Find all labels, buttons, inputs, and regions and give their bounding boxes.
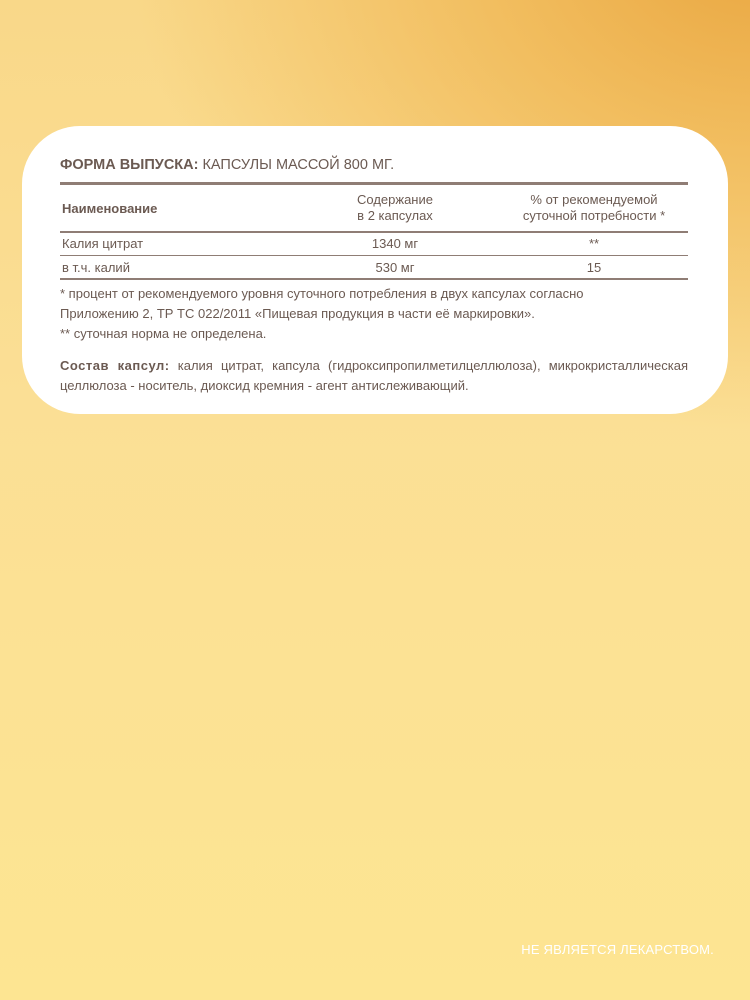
release-form-heading: [60, 154, 688, 176]
row-content: 530 мг: [375, 259, 415, 275]
heading-label: ФОРМА ВЫПУСКА:: [60, 157, 199, 173]
footnotes: [60, 284, 688, 344]
header-content-line1: Содержание: [357, 192, 433, 207]
header-content: [330, 192, 460, 224]
header-percent-line1: % от рекомендуемой: [530, 192, 658, 207]
header-name: Наименование: [62, 200, 158, 216]
header-content-line2: в 2 капсулах: [357, 208, 433, 223]
row-percent: 15: [586, 259, 602, 275]
footnote-1-line2: Приложению 2, ТР ТС 022/2011 «Пищевая продукция в части её маркировки».: [60, 306, 535, 321]
footnote-1-line1: * процент от рекомендуемого уровня суточного потребления в двух капсулах согласно: [60, 286, 584, 301]
table-row: [60, 256, 688, 278]
row-name: в т.ч. калий: [62, 259, 130, 275]
info-card: [22, 126, 728, 414]
info-content: [60, 154, 688, 396]
table-bottom-rule: [60, 278, 688, 280]
composition-text: калия цитрат, капсула (гидроксипропилметилцеллюлоза), микрокристаллическая целлюлоза - носитель, диоксид кремния - агент антислеживающий.: [60, 358, 688, 393]
composition-label: Состав капсул:: [60, 358, 170, 373]
row-name: Калия цитрат: [62, 236, 144, 251]
table-header: [60, 185, 688, 231]
not-a-medicine-disclaimer: НЕ ЯВЛЯЕТСЯ ЛЕКАРСТВОМ.: [521, 942, 714, 957]
table-row: [60, 233, 688, 255]
heading-value: КАПСУЛЫ МАССОЙ 800 МГ.: [198, 157, 395, 173]
row-percent: **: [588, 236, 600, 251]
row-content: 1340 мг: [371, 236, 419, 251]
footnote-2: ** суточная норма не определена.: [60, 326, 267, 341]
composition: [60, 356, 688, 396]
header-percent: [460, 192, 688, 224]
header-percent-line2: суточной потребности *: [522, 208, 666, 223]
